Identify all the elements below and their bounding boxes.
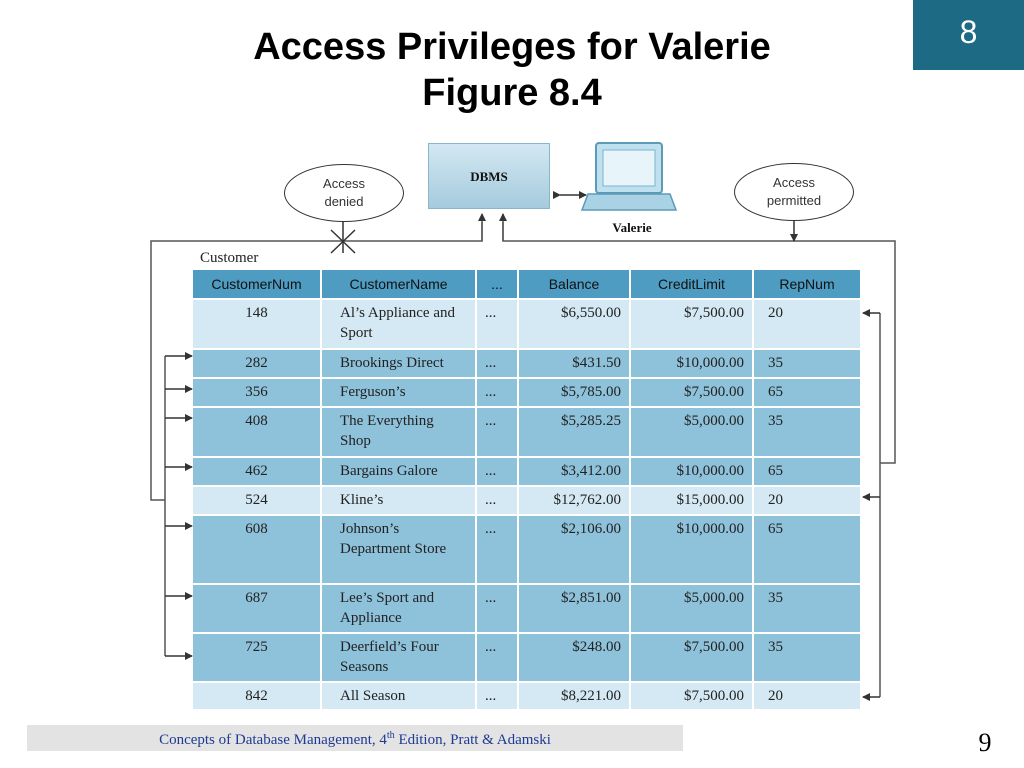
column-header: Balance bbox=[518, 270, 630, 299]
table-row bbox=[193, 515, 861, 584]
balance: $12,762.00 bbox=[518, 486, 630, 515]
title-line-2: Figure 8.4 bbox=[422, 72, 602, 114]
table-row bbox=[193, 349, 861, 378]
credit-limit: $7,500.00 bbox=[630, 299, 753, 349]
ellipsis-cell: ... bbox=[476, 486, 518, 515]
table-row bbox=[193, 633, 861, 682]
permitted-row-arrows bbox=[863, 313, 880, 697]
table-row bbox=[193, 378, 861, 407]
customer-name: Brookings Direct bbox=[321, 349, 476, 378]
ellipsis-cell: ... bbox=[476, 349, 518, 378]
rep-num: 20 bbox=[753, 486, 861, 515]
rep-num: 65 bbox=[753, 457, 861, 486]
balance: $248.00 bbox=[518, 633, 630, 682]
customer-name: The Everything Shop bbox=[321, 407, 476, 457]
citation-suffix: Edition, Pratt & Adamski bbox=[394, 732, 551, 748]
footer-citation bbox=[27, 730, 683, 749]
customer-num: 725 bbox=[193, 633, 321, 682]
rep-num: 20 bbox=[753, 682, 861, 710]
ellipsis-cell: ... bbox=[476, 407, 518, 457]
ellipsis-cell: ... bbox=[476, 299, 518, 349]
customer-num: 687 bbox=[193, 584, 321, 633]
credit-limit: $15,000.00 bbox=[630, 486, 753, 515]
ellipsis-cell: ... bbox=[476, 457, 518, 486]
balance: $8,221.00 bbox=[518, 682, 630, 710]
balance: $3,412.00 bbox=[518, 457, 630, 486]
customer-num: 842 bbox=[193, 682, 321, 710]
table-caption: Customer bbox=[200, 250, 259, 266]
customer-name: Johnson’s Department Store bbox=[321, 515, 476, 584]
rep-num: 35 bbox=[753, 633, 861, 682]
table-row bbox=[193, 407, 861, 457]
balance: $431.50 bbox=[518, 349, 630, 378]
customer-num: 356 bbox=[193, 378, 321, 407]
dbms-box: DBMS bbox=[428, 143, 550, 209]
rep-num: 35 bbox=[753, 349, 861, 378]
balance: $6,550.00 bbox=[518, 299, 630, 349]
customer-name: Bargains Galore bbox=[321, 457, 476, 486]
chapter-badge: 8 bbox=[913, 0, 1024, 70]
credit-limit: $7,500.00 bbox=[630, 682, 753, 710]
customer-name: Al’s Appliance and Sport bbox=[321, 299, 476, 349]
rep-num: 65 bbox=[753, 515, 861, 584]
rep-num: 65 bbox=[753, 378, 861, 407]
ellipsis-cell: ... bbox=[476, 378, 518, 407]
denied-row-arrows bbox=[165, 356, 192, 656]
customer-name: Kline’s bbox=[321, 486, 476, 515]
ellipsis-cell: ... bbox=[476, 584, 518, 633]
column-header: CustomerNum bbox=[193, 270, 321, 299]
customer-table bbox=[193, 270, 862, 711]
credit-limit: $5,000.00 bbox=[630, 584, 753, 633]
credit-limit: $7,500.00 bbox=[630, 633, 753, 682]
citation-superscript: th bbox=[386, 730, 395, 741]
table-header-row bbox=[193, 270, 861, 299]
customer-name: All Season bbox=[321, 682, 476, 710]
credit-limit: $10,000.00 bbox=[630, 349, 753, 378]
credit-limit: $5,000.00 bbox=[630, 407, 753, 457]
column-header: RepNum bbox=[753, 270, 861, 299]
customer-num: 462 bbox=[193, 457, 321, 486]
customer-num: 282 bbox=[193, 349, 321, 378]
page-number: 9 bbox=[978, 728, 992, 757]
ellipsis-cell: ... bbox=[476, 682, 518, 710]
balance: $5,285.25 bbox=[518, 407, 630, 457]
table-row bbox=[193, 584, 861, 633]
table-row bbox=[193, 486, 861, 515]
rep-num: 20 bbox=[753, 299, 861, 349]
customer-num: 524 bbox=[193, 486, 321, 515]
access-denied-bubble bbox=[284, 164, 404, 222]
column-header: CustomerName bbox=[321, 270, 476, 299]
table-row bbox=[193, 682, 861, 710]
citation-prefix: Concepts of Database Management, 4 bbox=[159, 732, 387, 748]
balance: $5,785.00 bbox=[518, 378, 630, 407]
table-row bbox=[193, 457, 861, 486]
credit-limit: $10,000.00 bbox=[630, 515, 753, 584]
title-line-1: Access Privileges for Valerie bbox=[253, 26, 771, 68]
customer-name: Lee’s Sport and Appliance bbox=[321, 584, 476, 633]
column-header: CreditLimit bbox=[630, 270, 753, 299]
table-row bbox=[193, 299, 861, 349]
customer-num: 408 bbox=[193, 407, 321, 457]
ellipsis-cell: ... bbox=[476, 515, 518, 584]
footer-bar bbox=[27, 725, 683, 751]
ellipsis-cell: ... bbox=[476, 633, 518, 682]
access-permitted-text: Access permitted bbox=[766, 175, 822, 208]
access-permitted-bubble bbox=[734, 163, 854, 221]
computer-icon bbox=[582, 143, 676, 210]
balance: $2,851.00 bbox=[518, 584, 630, 633]
customer-name: Deerfield’s Four Seasons bbox=[321, 633, 476, 682]
balance: $2,106.00 bbox=[518, 515, 630, 584]
rep-num: 35 bbox=[753, 407, 861, 457]
customer-num: 608 bbox=[193, 515, 321, 584]
access-denied-text: Access denied bbox=[323, 176, 365, 209]
column-header: ... bbox=[476, 270, 518, 299]
customer-name: Ferguson’s bbox=[321, 378, 476, 407]
valerie-label: Valerie bbox=[612, 220, 652, 235]
credit-limit: $7,500.00 bbox=[630, 378, 753, 407]
credit-limit: $10,000.00 bbox=[630, 457, 753, 486]
rep-num: 35 bbox=[753, 584, 861, 633]
customer-num: 148 bbox=[193, 299, 321, 349]
